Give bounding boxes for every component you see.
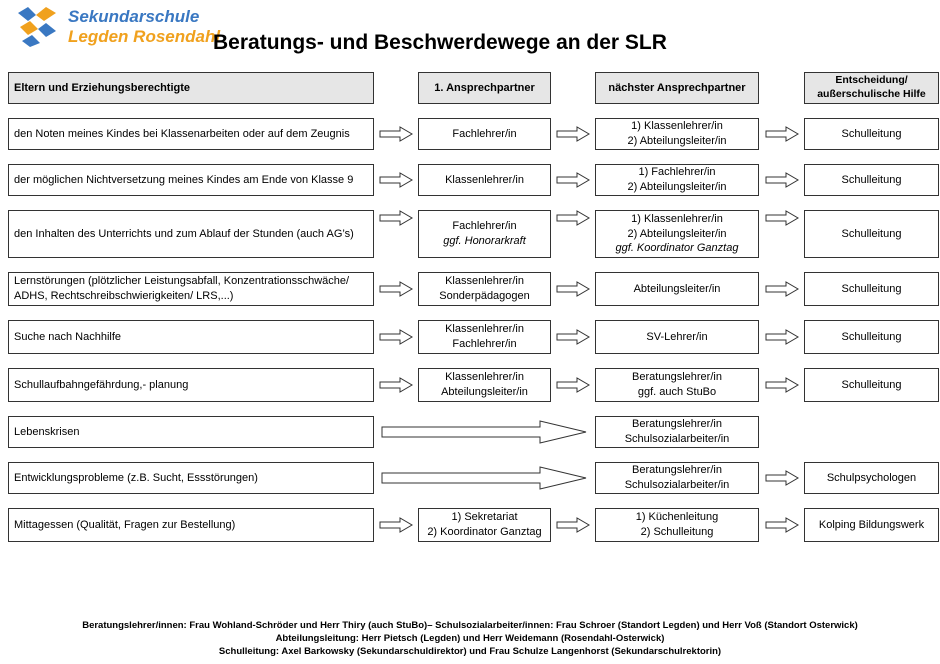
decision-box — [804, 164, 939, 196]
decision-box — [804, 272, 939, 306]
next-contact-text: 1) Klassenlehrer/in — [631, 213, 723, 226]
topic-text: ADHS, Rechtschreibschwierigkeiten/ LRS,...) — [14, 290, 234, 302]
first-contact-box — [418, 272, 551, 306]
first-contact-text: Abteilungsleiter/in — [441, 386, 528, 398]
first-contact-text: Klassenlehrer/in — [445, 275, 524, 288]
decision-box — [804, 508, 939, 542]
next-contact-text: 1) Klassenlehrer/in — [631, 120, 723, 133]
topic-text: Mittagessen (Qualität, Fragen zur Bestellung) — [14, 518, 236, 531]
next-contact-box — [595, 416, 759, 448]
arrow-right-icon — [380, 173, 412, 187]
arrow-right-icon — [557, 330, 589, 344]
topic-text: den Inhalten des Unterrichts und zum Ablauf der Stunden (auch AG’s) — [14, 227, 354, 240]
logo-line2: Legden Rosendahl — [68, 27, 221, 46]
arrow-right-icon — [766, 378, 798, 392]
arrow-right-icon — [766, 330, 798, 344]
next-contact-text: Abteilungsleiter/in — [633, 282, 721, 295]
next-contact-text: 1) Küchenleitung — [635, 511, 719, 524]
slr-logo-icon — [14, 5, 60, 47]
first-contact-text: Fachlehrer/in — [452, 338, 517, 350]
footer-line: Beratungslehrer/innen: Frau Wohland-Schröder und Herr Thiry (auch StuBo)– Schulsozialarbeiter/innen: Frau Schroer (Standort Legden) und Herr Voß (Standort Osterwick) — [82, 620, 858, 631]
arrow-right-icon — [557, 518, 589, 532]
next-contact-text: 2) Schulleitung — [640, 526, 714, 538]
topic-text: Lernstörungen (plötzlicher Leistungsabfall, Konzentrationsschwäche/ — [14, 275, 350, 288]
topic-box — [8, 118, 374, 150]
header-parents — [8, 72, 374, 104]
topic-box — [8, 210, 374, 258]
next-contact-box — [595, 462, 759, 494]
topic-box — [8, 508, 374, 542]
next-contact-text: 2) Abteilungsleiter/in — [627, 135, 727, 147]
topic-box — [8, 368, 374, 402]
page-title: Beratungs- und Beschwerdewege an der SLR — [213, 31, 667, 54]
arrow-right-icon — [380, 518, 412, 532]
footer-line: Schulleitung: Axel Barkowsky (Sekundarschuldirektor) und Frau Schulze Langenhorst (Sekundarschulrektorin) — [218, 646, 722, 658]
header-first-contact-label: 1. Ansprechpartner — [434, 81, 535, 94]
decision-box — [804, 118, 939, 150]
topic-box — [8, 164, 374, 196]
next-contact-box — [595, 164, 759, 196]
arrow-right-icon — [766, 282, 798, 296]
long-arrow-right-icon — [382, 467, 586, 489]
topic-text: Suche nach Nachhilfe — [14, 330, 122, 343]
next-contact-box — [595, 508, 759, 542]
topic-box — [8, 416, 374, 448]
arrow-right-icon — [380, 330, 412, 344]
next-contact-text: Beratungslehrer/in — [632, 418, 722, 431]
row-7-arrows — [382, 421, 586, 443]
topic-box — [8, 462, 374, 494]
decision-text: Schulleitung — [841, 127, 902, 140]
next-contact-text: ggf. Koordinator Ganztag — [615, 242, 739, 255]
decision-text: Schulleitung — [841, 330, 902, 343]
header-decision-line1: Entscheidung/ — [835, 74, 908, 87]
topic-text: der möglichen Nichtversetzung meines Kindes am Ende von Klasse 9 — [14, 173, 354, 186]
arrow-right-icon — [380, 378, 412, 392]
first-contact-box — [418, 368, 551, 402]
topic-box — [8, 272, 374, 306]
next-contact-text: 1) Fachlehrer/in — [638, 166, 716, 179]
arrow-right-icon — [380, 127, 412, 141]
next-contact-box — [595, 368, 759, 402]
arrow-right-icon — [380, 282, 412, 296]
first-contact-text: Fachlehrer/in — [452, 127, 517, 140]
arrow-right-icon — [766, 211, 798, 225]
header-next-contact — [595, 72, 759, 104]
next-contact-text: Schulsozialarbeiter/in — [624, 479, 730, 491]
footer-line: Abteilungsleitung: Herr Pietsch (Legden) und Herr Weidemann (Rosendahl-Osterwick) — [275, 633, 665, 645]
first-contact-box — [418, 118, 551, 150]
first-contact-text: ggf. Honorarkraft — [443, 235, 526, 247]
first-contact-box — [418, 320, 551, 354]
header-parents-label: Eltern und Erziehungsberechtigte — [14, 81, 191, 94]
arrow-right-icon — [766, 127, 798, 141]
arrow-right-icon — [557, 127, 589, 141]
arrow-right-icon — [557, 282, 589, 296]
decision-text: Schulleitung — [841, 173, 902, 186]
first-contact-text: 1) Sekretariat — [451, 511, 518, 524]
next-contact-text: 2) Abteilungsleiter/in — [627, 181, 727, 193]
decision-text: Kolping Bildungswerk — [818, 518, 925, 531]
next-contact-box — [595, 118, 759, 150]
arrow-right-icon — [380, 211, 412, 225]
next-contact-box — [595, 210, 759, 258]
first-contact-text: Fachlehrer/in — [452, 220, 517, 233]
first-contact-text: Sonderpädagogen — [439, 290, 530, 302]
topic-text: Lebenskrisen — [14, 425, 80, 438]
first-contact-text: Klassenlehrer/in — [445, 371, 524, 384]
next-contact-text: 2) Abteilungsleiter/in — [627, 227, 727, 240]
topic-text: Entwicklungsprobleme (z.B. Sucht, Essstörungen) — [14, 471, 258, 484]
arrow-right-icon — [557, 211, 589, 225]
arrow-right-icon — [766, 518, 798, 532]
arrow-right-icon — [557, 378, 589, 392]
first-contact-text: Klassenlehrer/in — [445, 173, 524, 186]
topic-box — [8, 320, 374, 354]
decision-box — [804, 368, 939, 402]
first-contact-text: 2) Koordinator Ganztag — [427, 526, 542, 538]
next-contact-box — [595, 272, 759, 306]
arrow-right-icon — [557, 173, 589, 187]
contacts-footer — [0, 619, 940, 658]
decision-text: Schulleitung — [841, 378, 902, 391]
first-contact-box — [418, 164, 551, 196]
decision-text: Schulleitung — [841, 282, 902, 295]
first-contact-box — [418, 210, 551, 258]
header-decision-line2: außerschulische Hilfe — [817, 88, 926, 100]
next-contact-box — [595, 320, 759, 354]
long-arrow-right-icon — [382, 421, 586, 443]
header-next-contact-label: nächster Ansprechpartner — [608, 81, 746, 94]
topic-text: Schullaufbahngefährdung,- planung — [14, 378, 189, 391]
next-contact-text: Beratungslehrer/in — [632, 371, 722, 384]
next-contact-text: Schulsozialarbeiter/in — [624, 433, 730, 445]
arrow-right-icon — [766, 173, 798, 187]
decision-box — [804, 462, 939, 494]
topic-text: den Noten meines Kindes bei Klassenarbeiten oder auf dem Zeugnis — [14, 127, 350, 140]
decision-box — [804, 210, 939, 258]
arrow-right-icon — [766, 471, 798, 485]
first-contact-box — [418, 508, 551, 542]
first-contact-text: Klassenlehrer/in — [445, 323, 524, 336]
header-decision — [804, 72, 939, 104]
decision-box — [804, 320, 939, 354]
next-contact-text: Beratungslehrer/in — [632, 464, 722, 477]
decision-text: Schulpsychologen — [826, 471, 917, 484]
header-first-contact — [418, 72, 551, 104]
decision-text: Schulleitung — [841, 227, 902, 240]
school-logo — [14, 5, 221, 49]
logo-line1: Sekundarschule — [68, 7, 200, 26]
next-contact-text: ggf. auch StuBo — [637, 386, 717, 398]
next-contact-text: SV-Lehrer/in — [646, 330, 708, 343]
